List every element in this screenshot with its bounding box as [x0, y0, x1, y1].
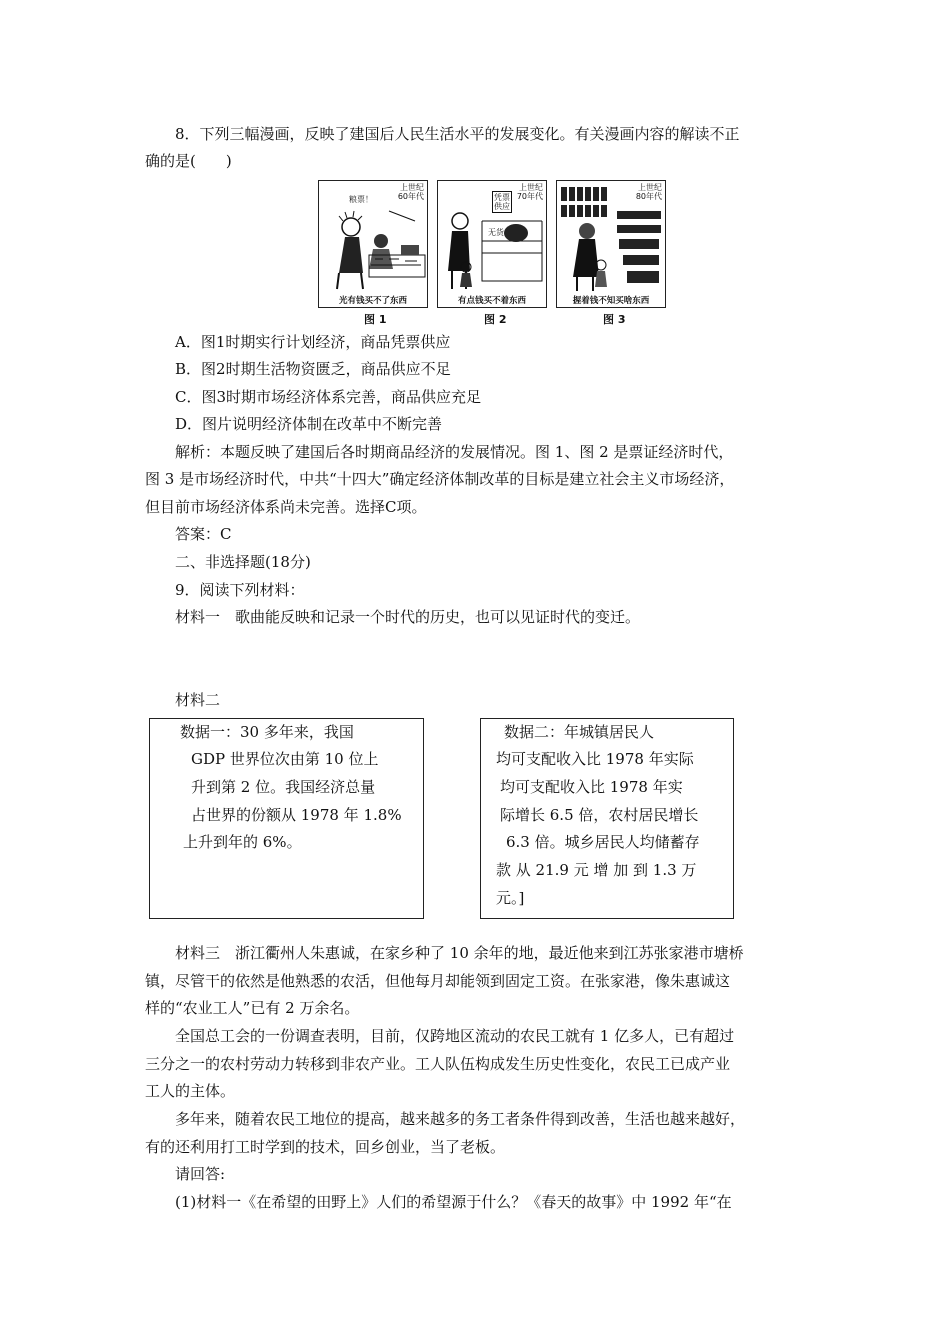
q9-material1: 材料一 歌曲能反映和记录一个时代的历史，也可以见证时代的变迁。	[175, 608, 641, 626]
q9-para2-line2: 三分之一的农村劳动力转移到非农产业。工人队伍构成发生历史性变化，农民工已成产业	[145, 1055, 731, 1073]
q9-material3-line3: 样的“农业工人”已有 2 万余名。	[145, 999, 360, 1017]
cartoon-2-sign-line2: 供应	[494, 202, 510, 211]
cartoon-3-era-line1: 上世纪	[638, 183, 662, 192]
data-box-2-line: 均可支配收入比 1978 年实际	[496, 750, 694, 768]
q8-option-d: D．图片说明经济体制在改革中不断完善	[175, 415, 443, 433]
q9-para3-line2: 有的还利用打工时学到的技术，回乡创业，当了老板。	[145, 1138, 506, 1156]
cartoon-2-sign-line1: 凭票	[494, 193, 510, 202]
data-box-2-line: 款 从 21.9 元 增 加 到 1.3 万	[496, 861, 697, 879]
data-box-1-line: GDP 世界位次由第 10 位上	[191, 750, 379, 768]
cartoon-3-drawing	[557, 181, 665, 293]
cartoon-2-caption: 有点钱买不着东西	[457, 296, 526, 306]
q9-para2-line1: 全国总工会的一份调查表明，目前，仅跨地区流动的农民工就有 1 亿多人，已有超过	[175, 1027, 735, 1045]
q9-para2-line3: 工人的主体。	[145, 1082, 236, 1100]
q8-option-c: C．图3时期市场经济体系完善，商品供应充足	[175, 388, 482, 406]
cartoon-2-drawing	[438, 181, 546, 293]
data-box-2-line: 元。]	[496, 889, 525, 907]
data-box-2-line: 数据二：年城镇居民人	[504, 723, 655, 741]
cartoon-1-drawing	[319, 181, 427, 293]
cartoon-2	[437, 180, 547, 308]
data-box-1-line: 升到第 2 位。我国经济总量	[191, 778, 376, 796]
q8-option-a: A．图1时期实行计划经济，商品凭票供应	[175, 333, 451, 351]
data-box-1-line: 数据一：30 多年来，我国	[180, 723, 354, 741]
q8-stem-line2: 确的是( )	[145, 152, 232, 170]
cartoon-2-era-line2: 70年代	[516, 192, 543, 201]
section-heading: 二、非选择题(18分)	[175, 553, 311, 571]
q9-material2-label: 材料二	[175, 691, 221, 709]
figure-1-label: 图 1	[364, 313, 387, 326]
cartoon-3-era-line2: 80年代	[635, 192, 662, 201]
q9-ask: 请回答:	[175, 1165, 226, 1183]
q8-option-b: B．图2时期生活物资匮乏，商品供应不足	[175, 360, 451, 378]
data-box-2-line: 均可支配收入比 1978 年实	[500, 778, 683, 796]
cartoon-1-caption: 光有钱买不了东西	[338, 296, 407, 306]
q9-sub1: (1)材料一《在希望的田野上》人们的希望源于什么？《春天的故事》中 1992 年“在	[175, 1193, 732, 1211]
cartoon-1-era-line2: 60年代	[397, 192, 424, 201]
q8-stem-line1: 8．下列三幅漫画，反映了建国后人民生活水平的发展变化。有关漫画内容的解读不正	[175, 125, 740, 143]
cartoon-3	[556, 180, 666, 308]
q8-analysis-line3: 但目前市场经济体系尚未完善。选择C项。	[145, 498, 427, 516]
q9-intro: 9．阅读下列材料：	[175, 581, 305, 599]
data-box-1	[149, 718, 424, 919]
data-box-2	[480, 718, 734, 919]
figure-3-label: 图 3	[603, 313, 626, 326]
cartoon-2-era-line1: 上世纪	[519, 183, 543, 192]
cartoon-1-speech: 粮票！	[349, 195, 373, 204]
q9-material3-line2: 镇，尽管干的依然是他熟悉的农活，但他每月却能领到固定工资。在张家港，像朱惠诚这	[145, 972, 731, 990]
q9-para3-line1: 多年来，随着农民工地位的提高，越来越多的务工者条件得到改善，生活也越来越好，	[175, 1110, 746, 1128]
data-box-1-line: 占世界的份额从 1978 年 1.8%	[191, 806, 402, 824]
cartoon-1-era-line1: 上世纪	[400, 183, 424, 192]
cartoon-2-speech: 无货	[488, 228, 504, 237]
figure-2-label: 图 2	[484, 313, 507, 326]
data-box-2-line: 际增长 6.5 倍，农村居民增长	[500, 806, 699, 824]
q9-material3-line1: 材料三 浙江衢州人朱惠诚，在家乡种了 10 余年的地，最近他来到江苏张家港市塘桥	[175, 944, 744, 962]
q8-analysis-line1: 解析：本题反映了建国后各时期商品经济的发展情况。图 1、图 2 是票证经济时代，	[175, 443, 734, 461]
q8-answer: 答案：C	[175, 525, 232, 543]
data-box-1-line: 上升到年的 6%。	[183, 833, 302, 851]
q8-analysis-line2: 图 3 是市场经济时代，中共“十四大”确定经济体制改革的目标是建立社会主义市场经济，	[145, 470, 735, 488]
cartoon-1	[318, 180, 428, 308]
data-box-2-line: 6.3 倍。城乡居民人均储蓄存	[506, 833, 700, 851]
cartoon-3-caption: 握着钱不知买啥东西	[572, 296, 650, 306]
